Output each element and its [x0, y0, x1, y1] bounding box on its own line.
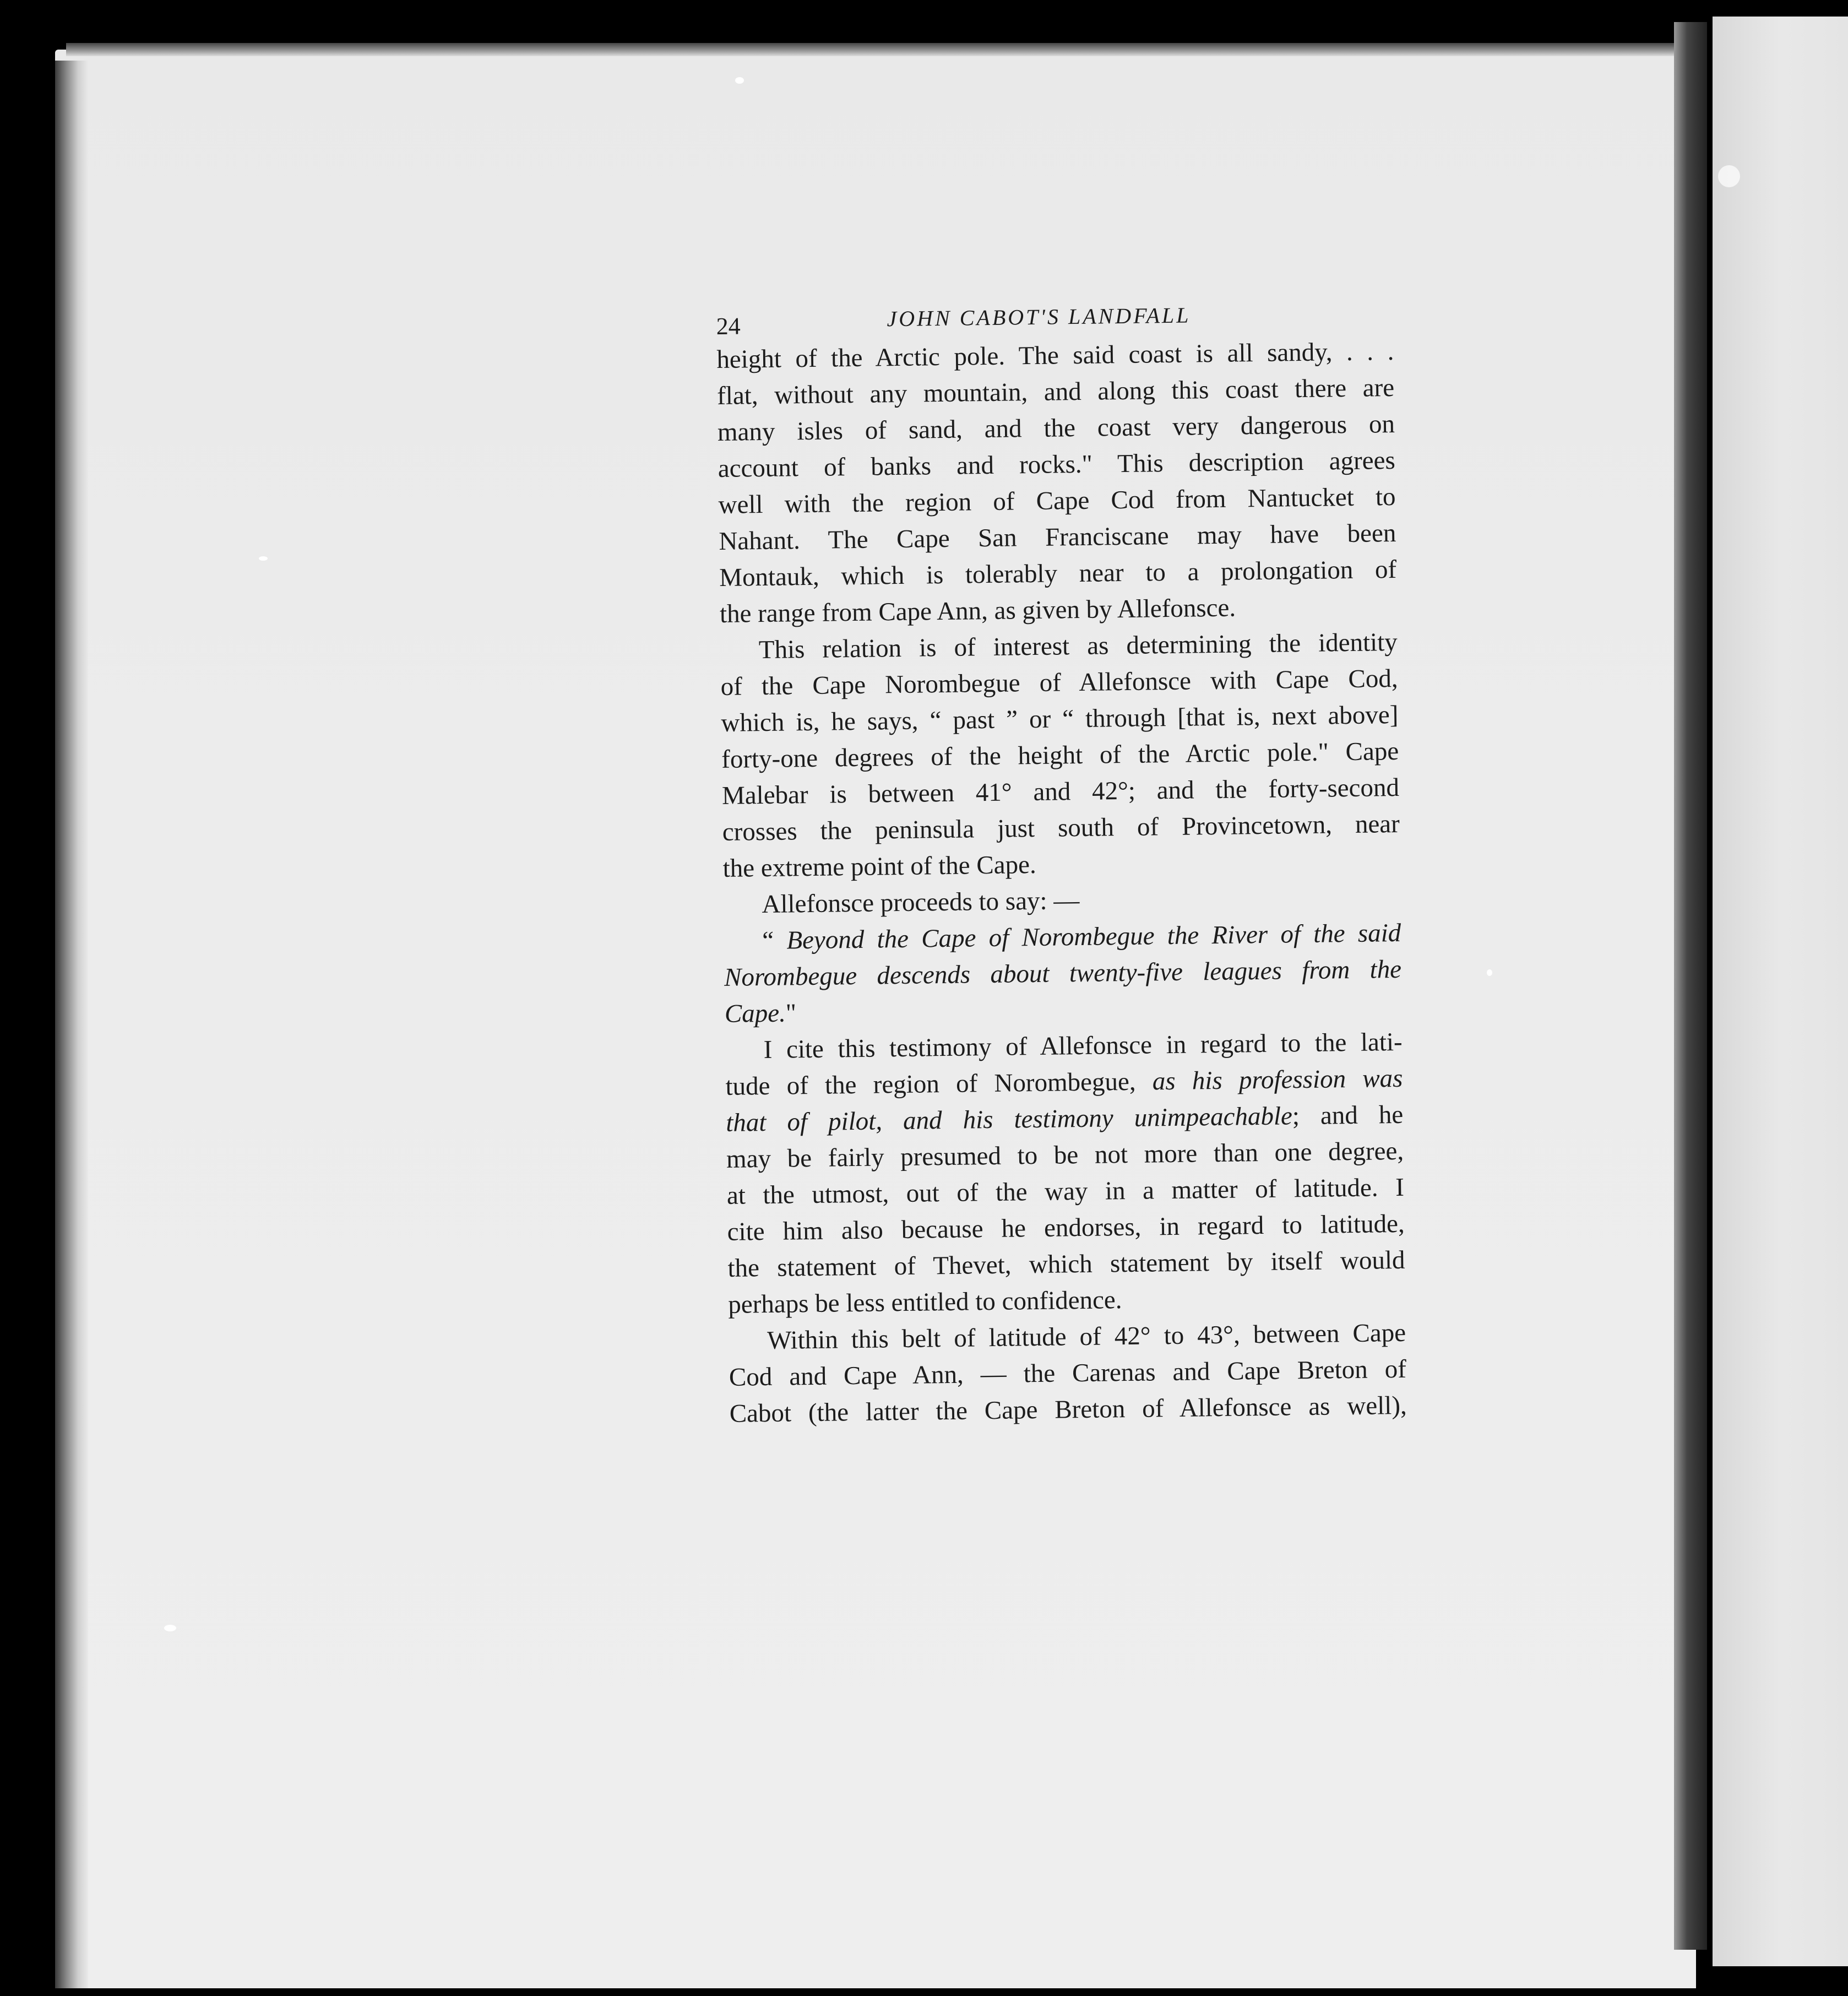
emphasis: as his profession was: [1152, 1064, 1403, 1096]
text-line: the range from Cape Ann, as given by Allefonsce.: [719, 593, 1236, 628]
text-line: at the utmost, out of the way in a matter of latitude. I: [726, 1173, 1405, 1210]
text-line: the extreme point of the Cape.: [722, 850, 1036, 883]
quotation: [724, 915, 1402, 1032]
paragraph-1: [716, 333, 1397, 632]
text-line: Cabot (the latter the Cape Breton of Allefonsce as well),: [729, 1391, 1407, 1428]
close-quote: ": [785, 999, 797, 1028]
text-line: well with the region of Cape Cod from Nantucket to: [718, 482, 1396, 519]
quote-text: Beyond the Cape of Norombegue the River of the said: [786, 918, 1401, 955]
text-line: many isles of sand, and the coast very dangerous on: [717, 409, 1395, 447]
text-line: flat, without any mountain, and along this coast there are: [716, 373, 1395, 410]
text-line: cite him also because he endorses, in regard to latitude,: [727, 1209, 1405, 1246]
facing-page-edge: [1713, 17, 1848, 1966]
quote-line: Norombegue descends about twenty-five leagues from the: [724, 954, 1402, 992]
text-line: of the Cape Norombegue of Allefonsce with Cape Cod,: [720, 664, 1398, 701]
text-line: which is, he says, “ past ” or “ through [that is, next above]: [721, 700, 1399, 737]
scan-dust: [735, 77, 744, 84]
page-top-edge: [66, 43, 1674, 56]
page-fore-edge: [55, 61, 88, 1988]
text-line: I cite this testimony of Allefonsce in regard to the lati-: [763, 1027, 1403, 1065]
text-line: Allefonsce proceeds to say: —: [762, 886, 1080, 919]
scan-dust: [1487, 969, 1492, 976]
text-line: Nahant. The Cape San Franciscane may have been: [719, 518, 1396, 556]
scan-dust: [259, 556, 268, 561]
text-line: Within this belt of latitude of 42° to 43°, between Cape: [767, 1318, 1406, 1355]
text-line: Cod and Cape Ann, — the Carenas and Cape Breton of: [729, 1354, 1407, 1392]
page-number: 24: [716, 312, 741, 340]
paragraph-2: [720, 624, 1400, 887]
text-line: Malebar is between 41° and 42°; and the forty-second: [721, 773, 1400, 810]
text-line: account of banks and rocks." This description agrees: [718, 446, 1396, 483]
running-title: JOHN CABOT'S LANDFALL: [887, 302, 1191, 332]
scan-dust: [164, 1625, 176, 1631]
page-text: [716, 289, 1407, 1432]
text-line: forty-one degrees of the height of the Arctic pole." Cape: [721, 736, 1399, 774]
text-line: perhaps be less entitled to confidence.: [728, 1286, 1122, 1319]
text-run: tude of the region of Norombegue,: [725, 1067, 1153, 1101]
quote-text: Cape.: [724, 999, 786, 1028]
paragraph-5: [725, 1024, 1405, 1323]
book-gutter: [1674, 22, 1707, 1950]
text-line: This relation is of interest as determining the identity: [758, 627, 1398, 665]
text-line: height of the Arctic pole. The said coast is all sandy, . . .: [716, 337, 1394, 374]
scan-dust: [1718, 165, 1740, 187]
text-line: Montauk, which is tolerably near to a prolongation of: [719, 555, 1397, 592]
text-line: may be fairly presumed to be not more than one degree,: [726, 1136, 1404, 1174]
text-run: ; and he: [1292, 1100, 1404, 1131]
emphasis: that of pilot, and his testimony unimpeachable: [725, 1102, 1293, 1137]
text-line: crosses the peninsula just south of Provincetown, near: [722, 809, 1400, 847]
open-quote: “: [762, 926, 774, 956]
running-head: [716, 289, 1394, 341]
text-line: the statement of Thevet, which statement by itself would: [727, 1245, 1405, 1283]
paragraph-6: [729, 1315, 1407, 1432]
